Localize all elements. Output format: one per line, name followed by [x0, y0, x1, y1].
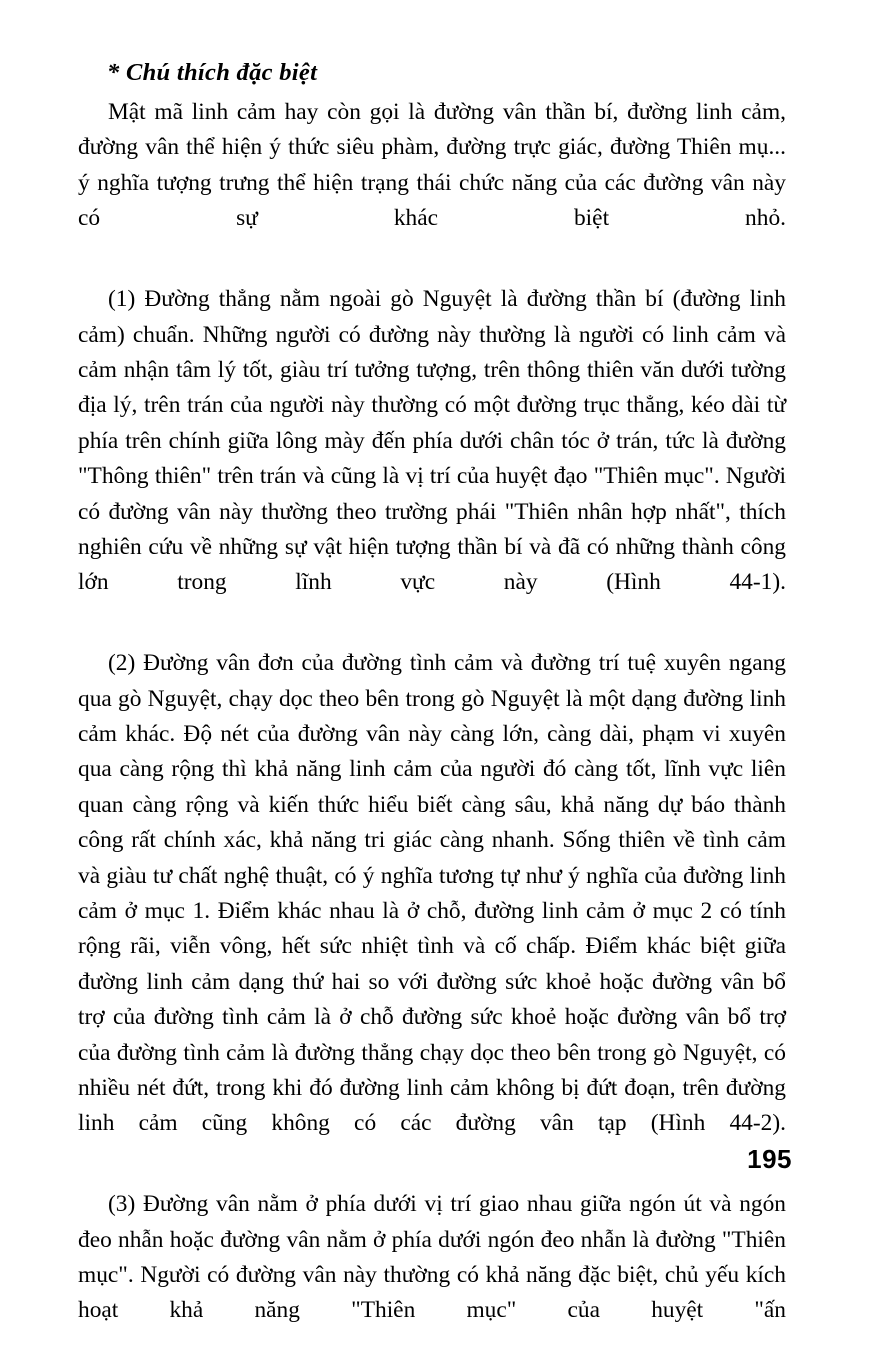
- paragraph-intro: Mật mã linh cảm hay còn gọi là đường vân thần bí, đường linh cảm, đường vân thể hiện ý thức siêu phàm, đường trực giác, đường Thiên mụ... ý nghĩa tượng trưng thể hiện trạng thái chức năng của các đường vân này có sự khác biệt nhỏ.: [78, 99, 786, 232]
- paragraph-item-1: (1) Đường thẳng nằm ngoài gò Nguyệt là đường thần bí (đường linh cảm) chuẩn. Những người có đường này thường là người có linh cảm và cảm nhận tâm lý tốt, giàu trí tưởng tượng, trên thông thiên văn dưới tường địa lý, trên trán của người này thường có một đường trục thẳng, kéo dài từ phía trên chính giữa lông mày đến phía dưới chân tóc ở trán, tức là đường "Thông thiên" trên trán và cũng là vị trí của huyệt đạo "Thiên mục". Người có đường vân này thường theo trường phái "Thiên nhân hợp nhất", thích nghiên cứu về những sự vật hiện tượng thần bí và đã có những thành công lớn trong lĩnh vực này (Hình 44-1).: [78, 286, 786, 596]
- paragraph-item-2: (2) Đường vân đơn của đường tình cảm và đường trí tuệ xuyên ngang qua gò Nguyệt, chạy dọc theo bên trong gò Nguyệt là một dạng đường linh cảm khác. Độ nét của đường vân này càng lớn, càng dài, phạm vi xuyên qua càng rộng thì khả năng linh cảm của người đó càng tốt, lĩnh vực liên quan càng rộng và kiến thức hiểu biết càng sâu, khả năng dự báo thành công rất chính xác, khả năng tri giác càng nhanh. Sống thiên về tình cảm và giàu tư chất nghệ thuật, có ý nghĩa tương tự như ý nghĩa của đường linh cảm ở mục 1. Điểm khác nhau là ở chỗ, đường linh cảm ở mục 2 có tính rộng rãi, viễn vông, hết sức nhiệt tình và cố chấp. Điểm khác biệt giữa đường linh cảm dạng thứ hai so với đường sức khoẻ hoặc đường vân bổ trợ của đường tình cảm là ở chỗ đường sức khoẻ hoặc đường vân bổ trợ của đường tình cảm là đường thẳng chạy dọc theo bên trong gò Nguyệt, có nhiều nét đứt, trong khi đó đường linh cảm không bị đứt đoạn, trên đường linh cảm cũng không có các đường vân tạp (Hình 44-2).: [78, 650, 786, 1137]
- paragraph-item-3: (3) Đường vân nằm ở phía dưới vị trí giao nhau giữa ngón út và ngón đeo nhẫn hoặc đường vân nằm ở phía dưới ngón đeo nhẫn là đường "Thiên mục". Người có đường vân này thường có khả năng đặc biệt, chủ yếu kích hoạt khả năng "Thiên mục" của huyệt "ấn: [78, 1191, 786, 1324]
- page-text-column: [78, 56, 786, 1364]
- page-title: * Chú thích đặc biệt: [107, 59, 318, 86]
- page-number: 195: [747, 1144, 792, 1174]
